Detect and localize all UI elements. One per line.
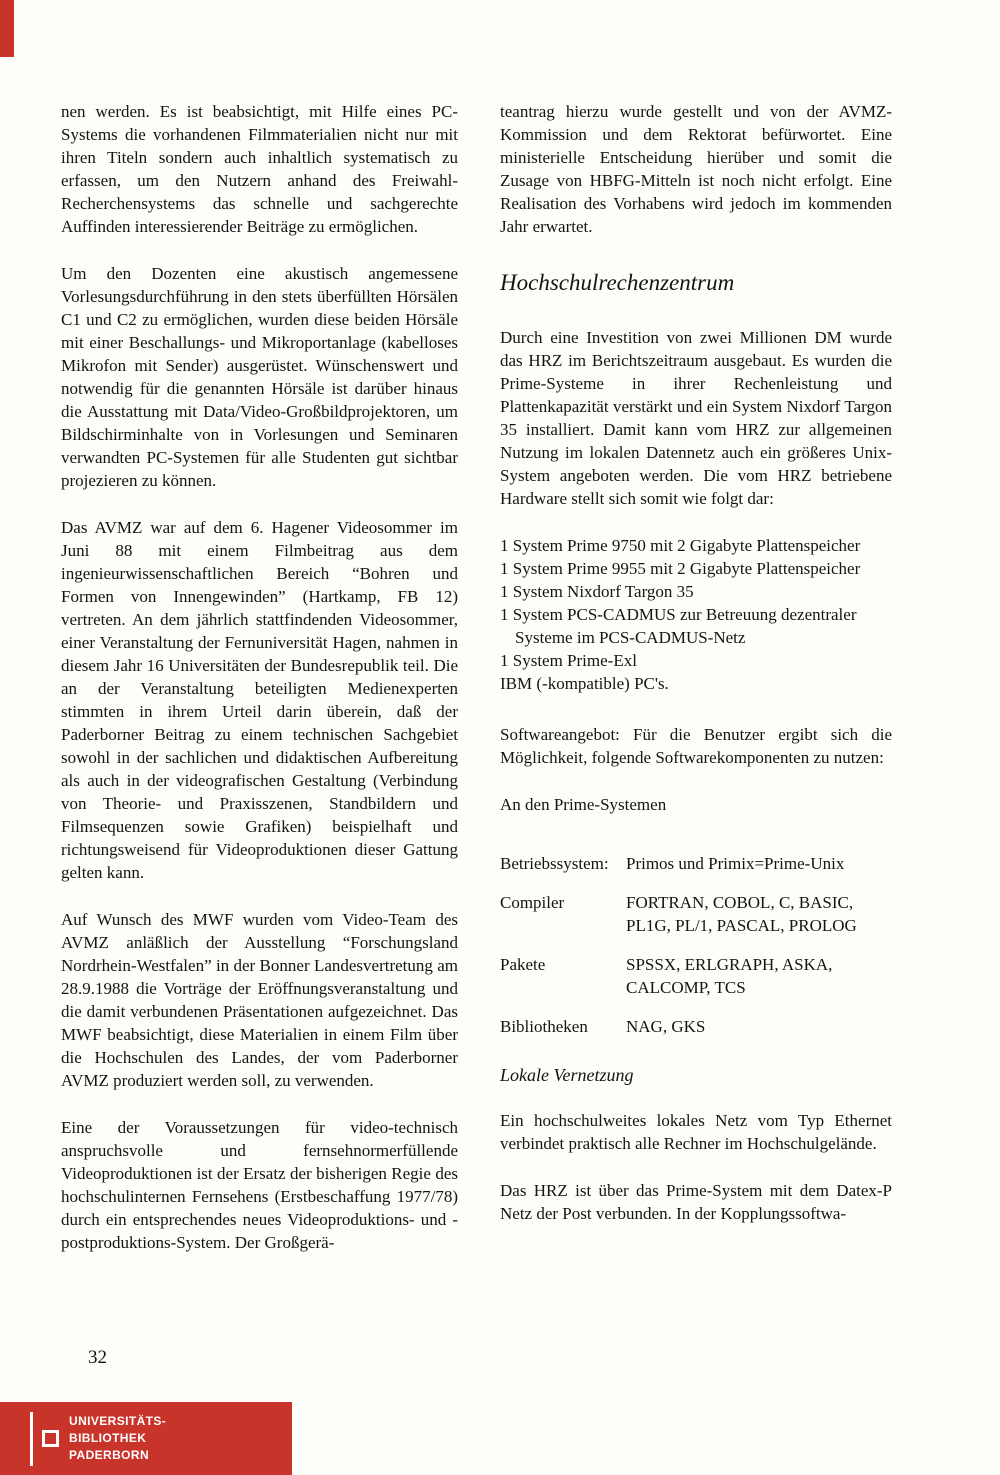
- paragraph-hrz-investment: Durch eine Investition von zwei Millionen DM wurde das HRZ im Berichtszeitraum ausgebaut. Es wurden die Prime-Systeme in ihrer Rechenleistung und Plattenkapazität verstärkt und ein System Nixdorf Targon 35 installiert. Damit kann vom HRZ zur allgemeinen Nutzung im lokalen Datennetz auch ein größeres Unix-System angeboten werden. Die vom HRZ betriebene Hardware stellt sich somit wie folgt dar:: [500, 328, 892, 508]
- table-label: Betriebssystem:: [500, 854, 609, 873]
- subheading-lokale-vernetzung: Lokale Vernetzung: [500, 1065, 634, 1085]
- section-heading-hochschulrechenzentrum: Hochschulrechenzentrum: [500, 270, 735, 295]
- table-label: Bibliotheken: [500, 1017, 588, 1036]
- table-label: Compiler: [500, 893, 565, 912]
- library-logo-icon: [42, 1430, 59, 1447]
- system-item: 1 System Nixdorf Targon 35: [500, 582, 694, 601]
- paragraph-lecture-halls: Um den Dozenten eine akustisch angemessene Vorlesungsdurchführung in den stets überfüllten Hörsälen C1 und C2 zu ermöglichen, wurden diese beiden Hörsäle mit einer Beschallungs- und Mikroportanlage (kabelloses Mikrofon mit Sender) ausgerüstet. Wünschenswert und notwendig für die genannten Hörsäle ist darüber hinaus die Ausstattung mit Data/Video-Großbildprojektoren, um Bildschirminhalte von in Vorlesungen und Seminaren verwandten PC-Systemen für alle Studenten gut sichtbar projezieren zu können.: [61, 264, 458, 490]
- table-value: NAG, GKS: [626, 1017, 706, 1036]
- system-list: [500, 534, 892, 695]
- red-margin-stripe: [0, 0, 14, 57]
- stamp-divider: [30, 1412, 33, 1466]
- paragraph-film-catalog: nen werden. Es ist beabsichtigt, mit Hilfe eines PC-Systems die vorhandenen Filmmaterialien nicht nur mit ihren Titeln sondern auch inhaltlich systematisch zu erfassen, um den Nutzern anhand des Freiwahl-Recherchensystems das schnelle und sachgerechte Auffinden interessierender Beiträge zu ermöglichen.: [61, 102, 458, 236]
- table-value: SPSSX, ERLGRAPH, ASKA, CALCOMP, TCS: [626, 955, 833, 997]
- subheading-prime-systems: An den Prime-Systemen: [500, 795, 667, 814]
- paragraph-datex-p: Das HRZ ist über das Prime-System mit dem Datex-P Netz der Post verbunden. In der Kopplungssoftwa-: [500, 1181, 892, 1223]
- system-item: 1 System PCS-CADMUS zur Betreuung dezentraler Systeme im PCS-CADMUS-Netz: [500, 605, 857, 647]
- table-value: FORTRAN, COBOL, C, BASIC, PL1G, PL/1, PASCAL, PROLOG: [626, 893, 857, 935]
- system-item: 1 System Prime 9955 mit 2 Gigabyte Plattenspeicher: [500, 559, 861, 578]
- stamp-text: [69, 1413, 166, 1464]
- table-row: [500, 1015, 892, 1038]
- table-value: Primos und Primix=Prime-Unix: [626, 854, 845, 873]
- system-item: IBM (-kompatible) PC's.: [500, 674, 669, 693]
- stamp-line: PADERBORN: [69, 1448, 150, 1462]
- stamp-line: UNIVERSITÄTS-: [69, 1414, 167, 1428]
- table-row: [500, 953, 892, 999]
- paragraph-ethernet: Ein hochschulweites lokales Netz vom Typ Ethernet verbindet praktisch alle Rechner im Hochschulgelände.: [500, 1111, 892, 1153]
- table-row: [500, 891, 892, 937]
- paragraph-software-offer: Softwareangebot: Für die Benutzer ergibt sich die Möglichkeit, folgende Softwarekomponenten zu nutzen:: [500, 725, 892, 767]
- paragraph-mwf-exhibition: Auf Wunsch des MWF wurden vom Video-Team des AVMZ anläßlich der Ausstellung “Forschungsland Nordrhein-Westfalen” in der Bonner Landesvertretung am 28.9.1988 die Vorträge der Eröffnungsveranstaltung und die damit verbundenen Präsentationen aufgezeichnet. Das MWF beabsichtigt, diese Materialien in einem Film über die Hochschulen des Landes, der vom Paderborner AVMZ produziert werden soll, zu verwenden.: [61, 910, 458, 1090]
- page-number: 32: [88, 1347, 107, 1368]
- software-table: [500, 852, 892, 1038]
- paragraph-grant-application: teantrag hierzu wurde gestellt und von der AVMZ-Kommission und dem Rektorat befürwortet. Eine ministerielle Entscheidung hierüber und somit die Zusage von HBFG-Mitteln ist noch nicht erfolgt. Eine Realisation des Vorhabens wird jedoch im kommenden Jahr erwartet.: [500, 102, 892, 236]
- system-item: 1 System Prime 9750 mit 2 Gigabyte Plattenspeicher: [500, 536, 861, 555]
- stamp-line: BIBLIOTHEK: [69, 1431, 147, 1445]
- paragraph-video-production: Eine der Voraussetzungen für video-technisch anspruchsvolle und fernsehnormerfüllende Videoproduktionen ist der Ersatz der bisherigen Regie des hochschulinternen Fernsehens (Erstbeschaffung 1977/78) durch ein entsprechendes neues Videoproduktions- und -postproduktions-System. Der Großgerä-: [61, 1118, 458, 1252]
- table-row: [500, 852, 892, 875]
- library-stamp: [0, 1402, 292, 1475]
- paragraph-videosommer: Das AVMZ war auf dem 6. Hagener Videosommer im Juni 88 mit einem Filmbeitrag aus dem ingenieurwissenschaftlichen Bereich “Bohren und Formen von Innengewinden” (Hartkamp, FB 12) vertreten. An dem jährlich stattfindenden Videosommer, einer Veranstaltung der Fernuniversität Hagen, nahmen in diesem Jahr 16 Universitäten der Bundesrepublik teil. Die an der Veranstaltung beteiligten Medienexperten stimmten in ihrem Urteil darin überein, daß der Paderborner Beitrag zu einem technischen Sachgebiet sowohl in der sachlichen und didaktischen Aufbereitung als auch in der videografischen Gestaltung (Verbindung von Theorie- und Praxisszenen, Standbildern und Filmsequenzen sowie Grafiken) beispielhaft und richtungsweisend für Videoproduktionen dieser Gattung gelten kann.: [61, 518, 458, 882]
- right-column: [500, 100, 892, 1249]
- table-label: Pakete: [500, 955, 546, 974]
- left-column: [61, 100, 458, 1278]
- system-item: 1 System Prime-Exl: [500, 651, 637, 670]
